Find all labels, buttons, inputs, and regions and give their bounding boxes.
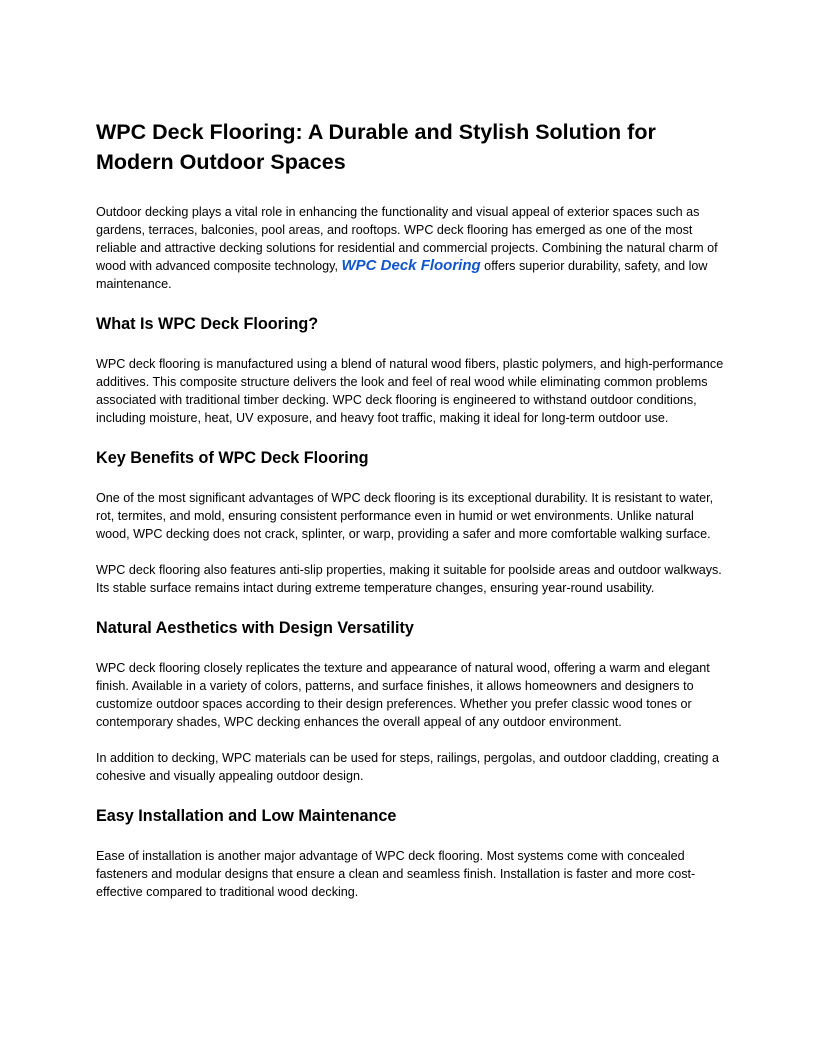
intro-text-after-link: offers superior durability, safety, and low maintenance.	[96, 259, 708, 291]
section-paragraph: WPC deck flooring closely replicates the texture and appearance of natural wood, offering a warm and elegant finish. Available in a variety of colors, patterns, and surface finishes, it allows homeowners and designers to customize outdoor spaces according to their design preferences. Whether you prefer classic wood tones or contemporary shades, WPC decking enhances the overall appeal of any outdoor environment.	[96, 661, 710, 729]
section-heading-easy-installation: Easy Installation and Low Maintenance	[96, 807, 397, 825]
section-heading-natural-aesthetics: Natural Aesthetics with Design Versatility	[96, 619, 414, 637]
intro-paragraph	[96, 203, 726, 293]
intro-text-before-link: Outdoor decking plays a vital role in enhancing the functionality and visual appeal of exterior spaces such as gardens, terraces, balconies, pool areas, and rooftops. WPC deck flooring has emerged as one of the most reliable and attractive decking solutions for residential and commercial projects. Combining the natural charm of wood with advanced composite technology,	[96, 205, 718, 273]
section-paragraph: WPC deck flooring is manufactured using a blend of natural wood fibers, plastic polymers, and high-performance additives. This composite structure delivers the look and feel of real wood while eliminating common problems associated with traditional timber decking. WPC deck flooring is engineered to withstand outdoor conditions, including moisture, heat, UV exposure, and heavy foot traffic, making it ideal for long-term outdoor use.	[96, 357, 724, 425]
document-page	[96, 117, 726, 919]
section-heading-key-benefits: Key Benefits of WPC Deck Flooring	[96, 449, 369, 467]
section-heading-what-is: What Is WPC Deck Flooring?	[96, 315, 319, 333]
section-paragraph: In addition to decking, WPC materials can be used for steps, railings, pergolas, and outdoor cladding, creating a cohesive and visually appealing outdoor design.	[96, 751, 720, 783]
wpc-deck-flooring-link[interactable]: WPC Deck Flooring	[341, 257, 481, 274]
document-title: WPC Deck Flooring: A Durable and Stylish Solution for Modern Outdoor Spaces	[96, 120, 656, 174]
section-paragraph: One of the most significant advantages of WPC deck flooring is its exceptional durability. It is resistant to water, rot, termites, and mold, ensuring consistent performance even in humid or wet environments. Unlike natural wood, WPC decking does not crack, splinter, or warp, providing a safer and more comfortable walking surface.	[96, 491, 714, 541]
section-paragraph: Ease of installation is another major advantage of WPC deck flooring. Most systems come with concealed fasteners and modular designs that ensure a clean and seamless finish. Installation is faster and more cost-effective compared to traditional wood decking.	[96, 849, 696, 899]
section-paragraph: WPC deck flooring also features anti-slip properties, making it suitable for poolside areas and outdoor walkways. Its stable surface remains intact during extreme temperature changes, ensuring year-round usability.	[96, 563, 722, 595]
